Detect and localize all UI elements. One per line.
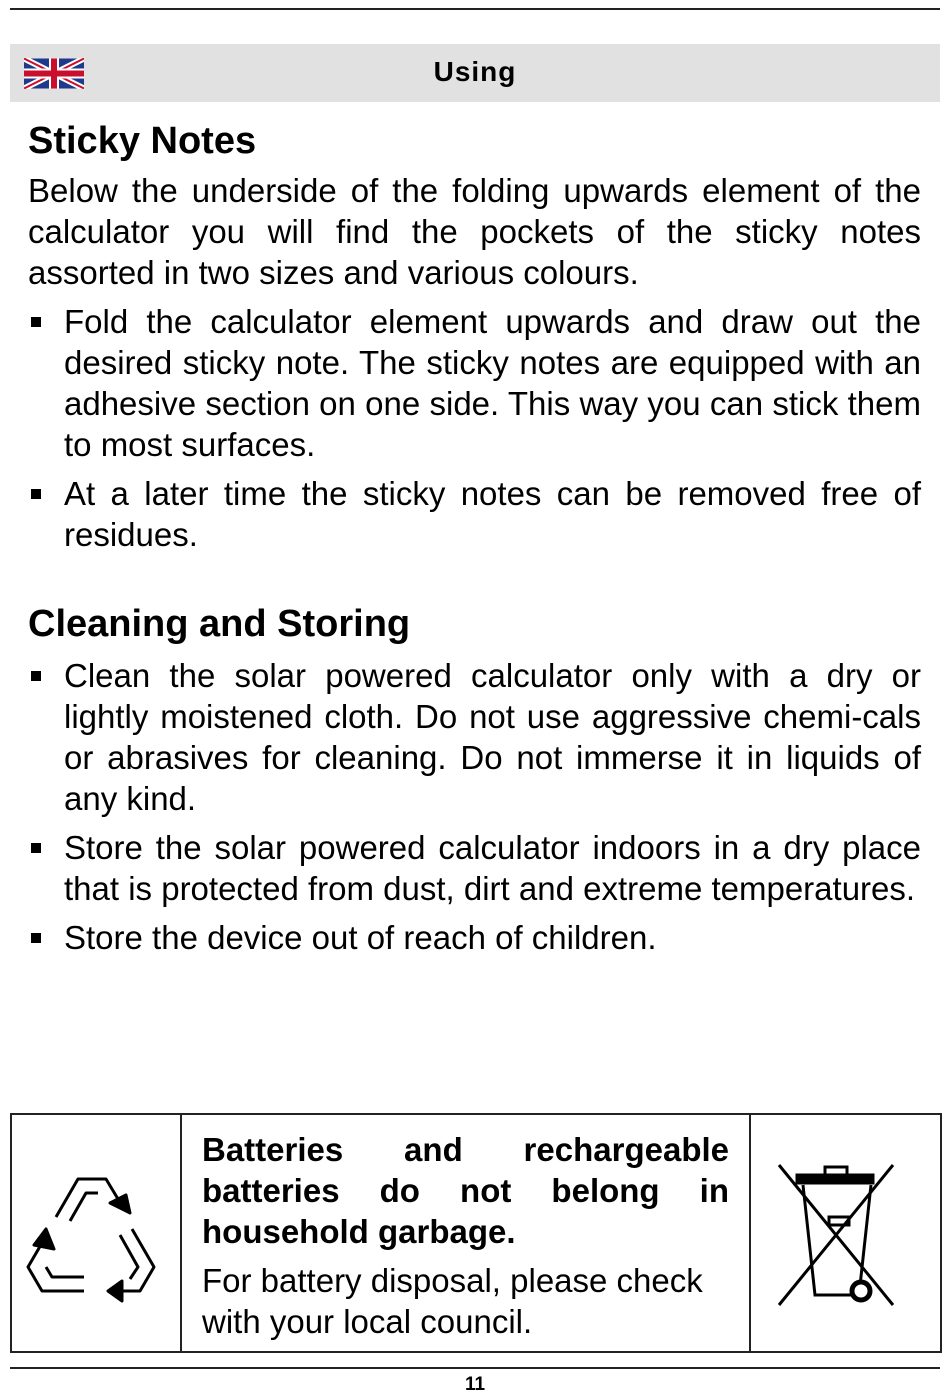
bullet-square-icon	[31, 489, 41, 499]
sticky-notes-list	[28, 301, 921, 555]
cleaning-heading: Cleaning and Storing	[28, 603, 411, 645]
header-title: Using	[433, 56, 517, 87]
battery-disposal-text: For battery disposal, please check with your local council.	[202, 1262, 703, 1340]
recycle-cell	[12, 1115, 182, 1351]
main-content	[28, 112, 921, 958]
page-number: 11	[464, 1374, 486, 1395]
sticky-notes-intro: Below the underside of the folding upwards element of the calculator you will find the pockets of the sticky notes assorted in two sizes and various colours.	[28, 172, 921, 291]
bin-cell	[751, 1115, 940, 1351]
section-header	[10, 44, 940, 102]
bullet-square-icon	[31, 843, 41, 853]
bottom-rule	[10, 1367, 940, 1369]
bullet-square-icon	[31, 317, 41, 327]
list-item: At a later time the sticky notes can be removed free of residues.	[28, 473, 921, 555]
sticky-notes-heading: Sticky Notes	[28, 120, 257, 162]
top-rule	[10, 8, 940, 10]
cleaning-list	[28, 655, 921, 958]
list-item: Clean the solar powered calculator only with a dry or lightly moistened cloth. Do not use aggressive chemi-cals or abrasives for cleaning. Do not immerse it in liquids of any kind.	[28, 655, 921, 819]
recycle-icon	[22, 1159, 170, 1309]
battery-disposal-box	[10, 1113, 942, 1353]
list-item: Fold the calculator element upwards and draw out the desired sticky note. The sticky notes are equipped with an adhesive section on one side. This way you can stick them to most surfaces.	[28, 301, 921, 465]
bullet-square-icon	[31, 933, 41, 943]
list-item: Store the device out of reach of children.	[28, 917, 921, 958]
battery-text-cell	[182, 1115, 751, 1351]
list-item: Store the solar powered calculator indoors in a dry place that is protected from dust, dirt and extreme temperatures.	[28, 827, 921, 909]
bullet-square-icon	[31, 671, 41, 681]
crossed-out-bin-icon	[773, 1159, 899, 1307]
battery-warning-text: Batteries and rechargeable batteries do not belong in household garbage.	[202, 1131, 729, 1250]
